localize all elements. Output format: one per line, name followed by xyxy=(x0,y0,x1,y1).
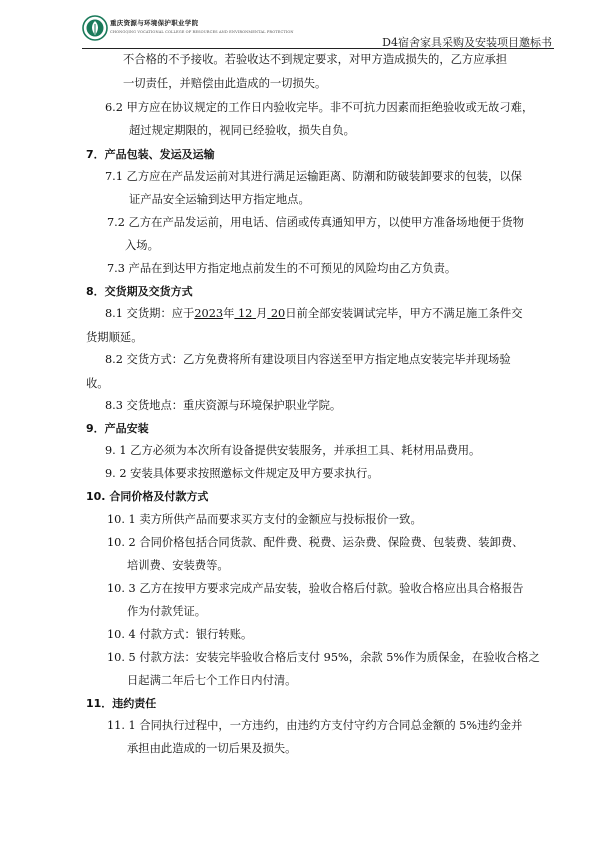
delivery-period-line xyxy=(105,307,523,321)
paragraph-line: 10. 1 卖方所供产品而要求买方支付的金额应与投标报价一致。 xyxy=(107,513,422,526)
paragraph-line: 10. 2 合同价格包括合同货款、配件费、税费、运杂费、保险费、包装费、装卸费、 xyxy=(107,536,524,549)
paragraph-line: 日起满二年后七个工作日内付清。 xyxy=(127,674,297,687)
paragraph-line: 10. 3 乙方在按甲方要求完成产品安装，验收合格后付款。验收合格应出具合格报告 xyxy=(107,582,524,595)
paragraph-line: 8.2 交货方式：乙方免费将所有建设项目内容送至甲方指定地点安装完毕并现场验 xyxy=(105,353,511,366)
paragraph-line: 货期顺延。 xyxy=(86,331,143,344)
delivery-period-rest: 日前全部安装调试完毕，甲方不满足施工条件交 xyxy=(285,307,523,320)
year-unit: 年 xyxy=(223,307,235,320)
delivery-month xyxy=(234,307,256,320)
delivery-period-label: 8.1 交货期：应于 xyxy=(105,307,195,320)
delivery-year: 2023 xyxy=(194,307,224,320)
paragraph-line: 收。 xyxy=(86,377,109,390)
section-heading-7: 7．产品包装、发运及运输 xyxy=(86,148,215,161)
paragraph-line: 8.3 交货地点：重庆资源与环境保护职业学院。 xyxy=(105,399,342,412)
paragraph-line: 承担由此造成的一切后果及损失。 xyxy=(127,742,297,755)
paragraph-line: 7.2 乙方在产品发运前，用电话、信函或传真通知甲方，以使甲方准备场地便于货物 xyxy=(107,216,524,229)
paragraph-line: 不合格的不予接收。若验收达不到规定要求，对甲方造成损失的，乙方应承担 xyxy=(123,53,508,66)
section-heading-10: 10. 合同价格及付款方式 xyxy=(86,490,209,503)
page-header xyxy=(82,14,554,49)
delivery-day xyxy=(267,307,285,320)
paragraph-line: 10. 5 付款方法：安装完毕验收合格后支付 95%，余款 5%作为质保金，在验收合格之 xyxy=(107,651,540,664)
paragraph-line: 11. 1 合同执行过程中，一方违约，由违约方支付守约方合同总金额的 5%违约金并 xyxy=(107,719,523,732)
paragraph-line: 入场。 xyxy=(125,239,159,252)
month-unit: 月 xyxy=(255,307,268,320)
paragraph-line: 10. 4 付款方式：银行转账。 xyxy=(107,628,253,641)
paragraph-line: 7.3 产品在到达甲方指定地点前发生的不可预见的风险均由乙方负责。 xyxy=(107,262,457,275)
paragraph-line: 证产品安全运输到达甲方指定地点。 xyxy=(129,193,310,206)
paragraph-line: 超过规定期限的，视同已经验收，损失自负。 xyxy=(129,124,355,137)
section-heading-8: 8．交货期及交货方式 xyxy=(86,285,193,298)
paragraph-line: 作为付款凭证。 xyxy=(127,605,207,618)
document-title: D4宿舍家具采购及安装项目邀标书 xyxy=(382,36,552,49)
college-logo-icon xyxy=(82,15,108,41)
paragraph-line: 培训费、安装费等。 xyxy=(127,559,229,572)
section-heading-9: 9．产品安装 xyxy=(86,422,149,435)
delivery-day-value: 20 xyxy=(270,307,286,320)
paragraph-line: 9. 1 乙方必须为本次所有设备提供安装服务，并承担工具、耗材用品费用。 xyxy=(105,444,481,457)
delivery-month-value: 12 xyxy=(238,307,253,320)
school-name: 重庆资源与环境保护职业学院 xyxy=(110,19,199,27)
paragraph-line: 7.1 乙方应在产品发运前对其进行满足运输距离、防潮和防破装卸要求的包装，以保 xyxy=(105,170,522,183)
section-heading-11: 11．违约责任 xyxy=(86,697,157,710)
school-name-en: CHONGQING VOCATIONAL COLLEGE OF RESOURCES AND ENVIRONMENTAL PROTECTION xyxy=(110,30,294,34)
paragraph-line: 一切责任，并赔偿由此造成的一切损失。 xyxy=(123,77,327,90)
paragraph-line: 9. 2 安装具体要求按照邀标文件规定及甲方要求执行。 xyxy=(105,467,379,480)
paragraph-line: 6.2 甲方应在协议规定的工作日内验收完毕。非不可抗力因素而拒绝验收或无故刁难， xyxy=(105,101,534,114)
